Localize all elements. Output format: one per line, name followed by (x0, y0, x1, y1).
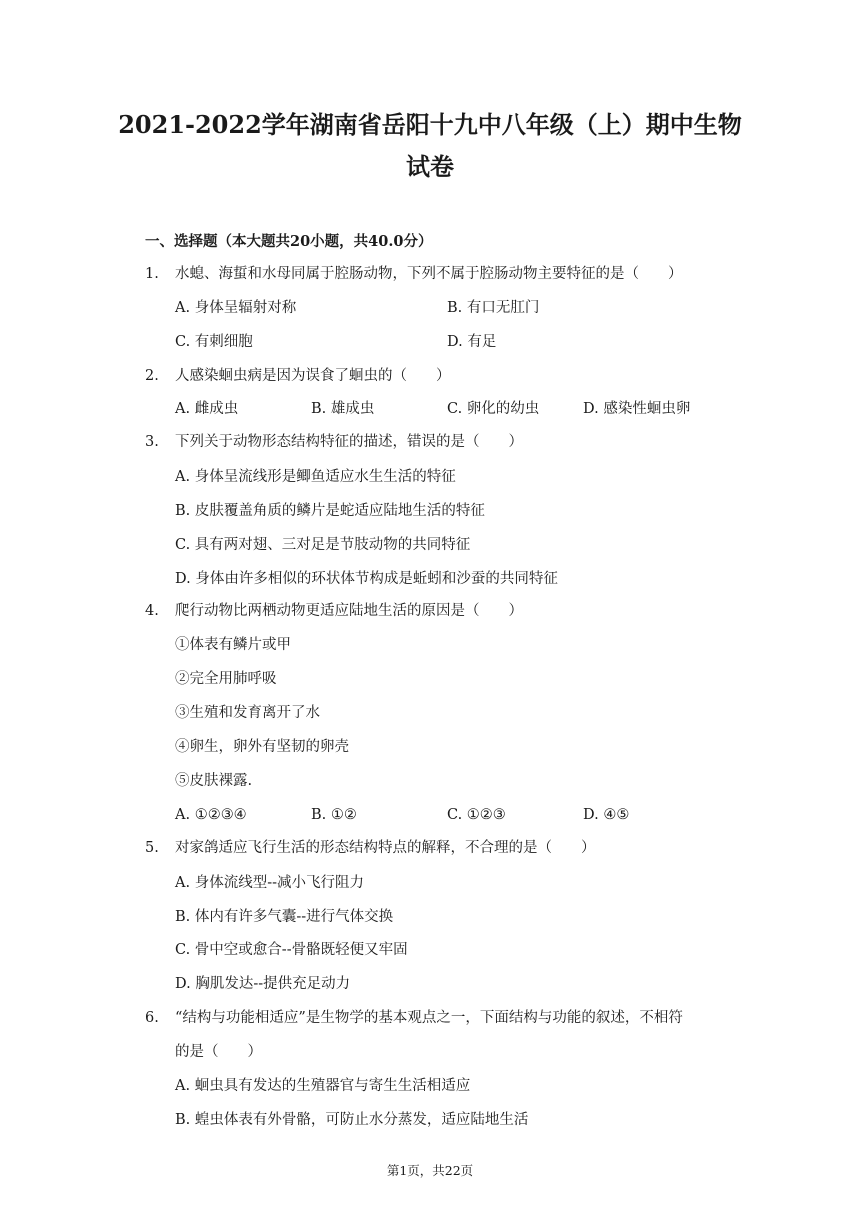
page-title-line-1: 2021-2022学年湖南省岳阳十九中八年级（上）期中生物 (118, 110, 742, 139)
option-d: D. 胸肌发达--提供充足动力 (175, 976, 351, 992)
question-text: 水螅、海蜇和水母同属于腔肠动物，下列不属于腔肠动物主要特征的是（ ） (175, 266, 683, 282)
option-a: A. 雌成虫 (175, 401, 239, 417)
section-heading: 一、选择题（本大题共20小题，共40.0分） (145, 233, 433, 250)
question-text-continued: 的是（ ） (175, 1044, 262, 1060)
statement-2: ②完全用肺呼吸 (175, 671, 277, 687)
question-number: 2. (145, 368, 159, 384)
option-a: A. 蛔虫具有发达的生殖器官与寄生生活相适应 (175, 1078, 471, 1094)
statement-3: ③生殖和发育离开了水 (175, 705, 320, 721)
option-c: C. 具有两对翅、三对足是节肢动物的共同特征 (175, 537, 471, 553)
question-number: 3. (145, 434, 159, 450)
statement-5: ⑤皮肤裸露. (175, 773, 253, 789)
question-text: 爬行动物比两栖动物更适应陆地生活的原因是（ ） (175, 603, 523, 619)
option-b: B. ①② (311, 807, 357, 823)
statement-4: ④卵生，卵外有坚韧的卵壳 (175, 739, 349, 755)
option-b: B. 体内有许多气囊--进行气体交换 (175, 909, 394, 925)
option-b: B. 有口无肛门 (447, 300, 540, 316)
option-a: A. 身体流线型--减小飞行阻力 (175, 875, 364, 891)
option-b: B. 皮肤覆盖角质的鳞片是蛇适应陆地生活的特征 (175, 503, 485, 519)
statement-1: ①体表有鳞片或甲 (175, 637, 291, 653)
page-footer: 第1页，共22页 (386, 1163, 474, 1178)
option-d: D. 有足 (447, 334, 497, 350)
option-c: C. 卵化的幼虫 (447, 401, 540, 417)
question-number: 5. (145, 840, 159, 856)
option-a: A. 身体呈流线形是鲫鱼适应水生生活的特征 (175, 469, 456, 485)
question-number: 1. (145, 266, 159, 282)
option-a: A. ①②③④ (175, 807, 247, 823)
option-c: C. 骨中空或愈合--骨骼既轻便又牢固 (175, 942, 408, 958)
option-a: A. 身体呈辐射对称 (175, 300, 297, 316)
option-d: D. 身体由许多相似的环状体节构成是蚯蚓和沙蚕的共同特征 (175, 571, 558, 587)
option-b: B. 雄成虫 (311, 401, 375, 417)
option-b: B. 蝗虫体表有外骨骼，可防止水分蒸发，适应陆地生活 (175, 1112, 529, 1128)
question-text: 下列关于动物形态结构特征的描述，错误的是（ ） (175, 434, 523, 450)
question-text: 人感染蛔虫病是因为误食了蛔虫的（ ） (175, 368, 451, 384)
option-c: C. ①②③ (447, 807, 506, 823)
option-c: C. 有刺细胞 (175, 334, 253, 350)
option-d: D. 感染性蛔虫卵 (583, 401, 691, 417)
question-number: 4. (145, 603, 159, 619)
option-d: D. ④⑤ (583, 807, 630, 823)
page-title-line-2: 试卷 (406, 152, 454, 181)
question-text: 对家鸽适应飞行生活的形态结构特点的解释，不合理的是（ ） (175, 840, 596, 856)
question-number: 6. (145, 1010, 159, 1026)
question-text: “结构与功能相适应”是生物学的基本观点之一，下面结构与功能的叙述，不相符 (175, 1010, 683, 1026)
